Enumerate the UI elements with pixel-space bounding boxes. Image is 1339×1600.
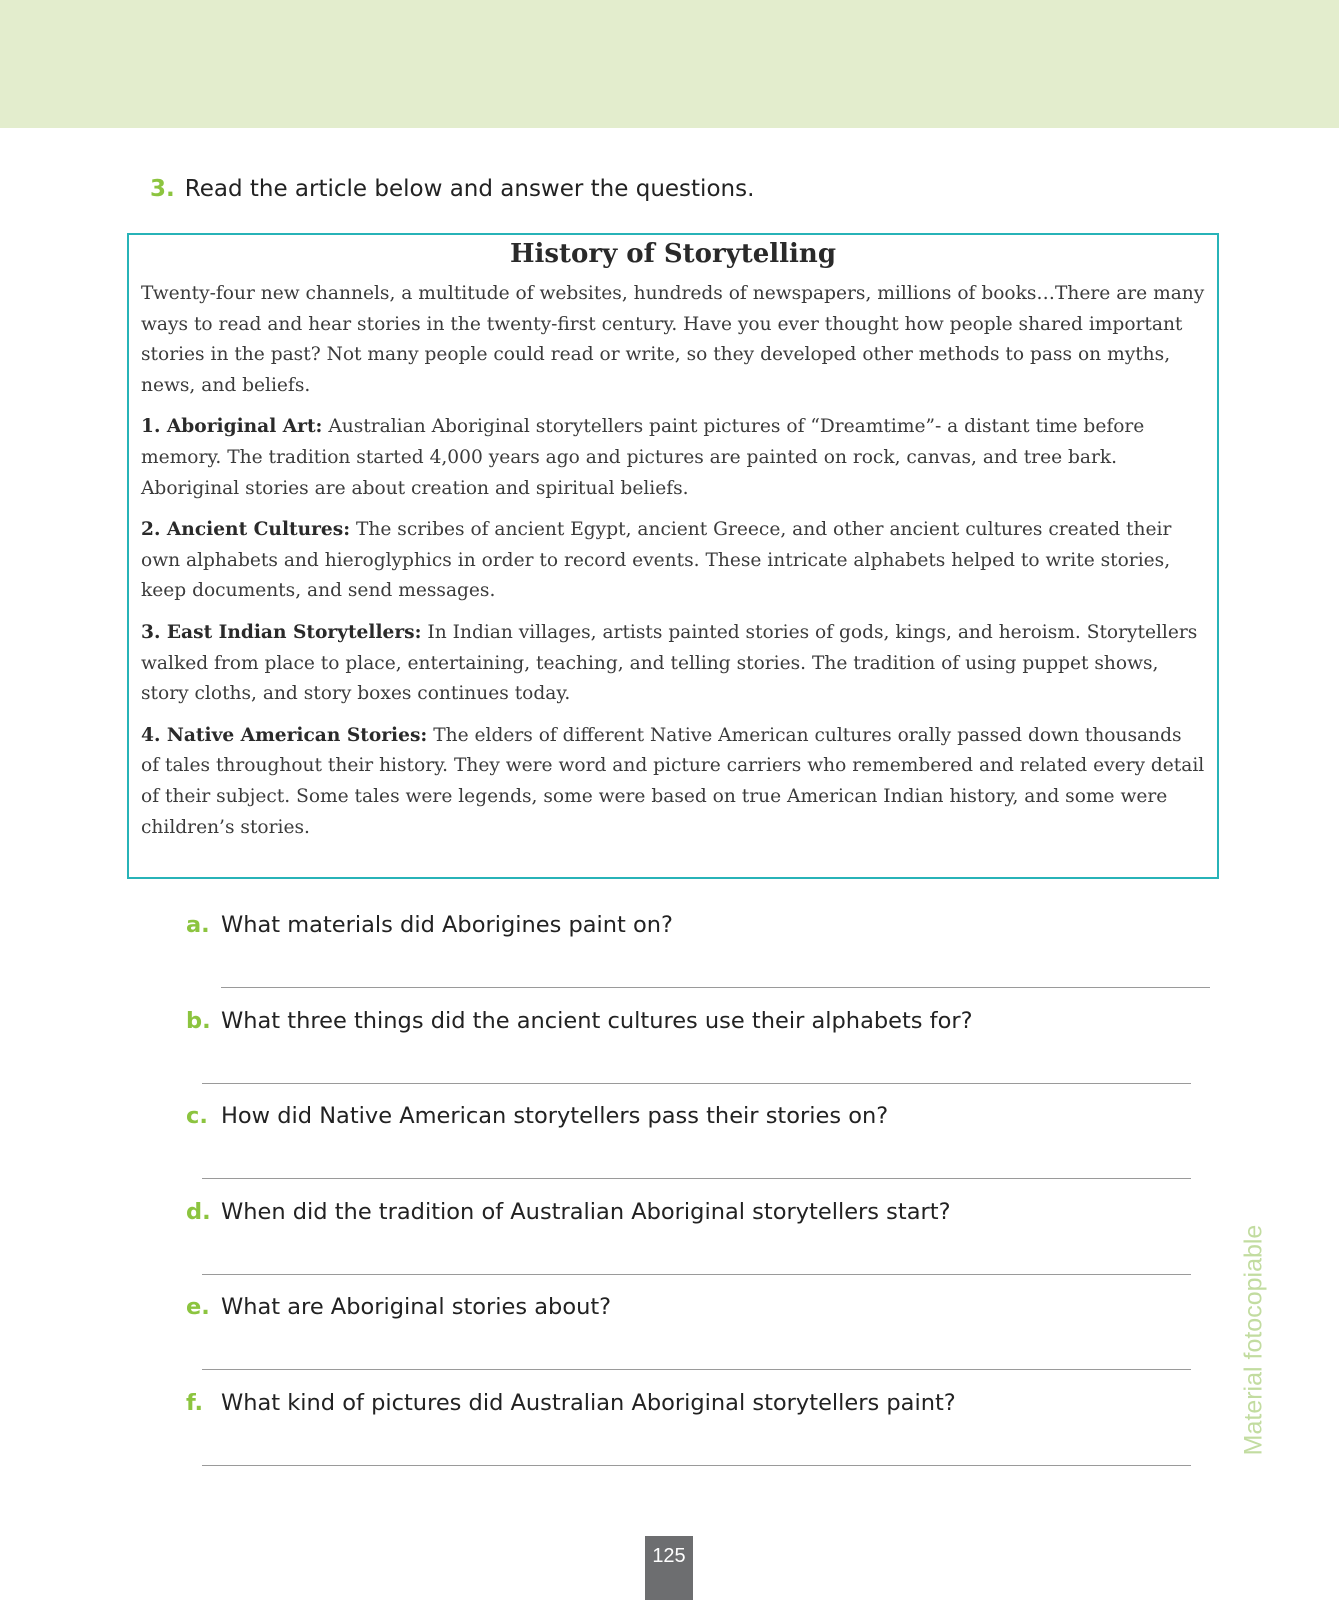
article-section xyxy=(141,412,1205,504)
question-e xyxy=(186,1294,611,1320)
question-letter: a. xyxy=(186,912,210,938)
section-heading: 4. Native American Stories: xyxy=(141,724,428,746)
exercise-number: 3. xyxy=(150,176,175,202)
article-intro: Twenty-four new channels, a multitude of websites, hundreds of newspapers, millions of books…There are many ways to read and hear stories in the twenty-first century. Have you ever thought how people shared important stories in the past? Not many people could read or write, so they developed other methods to pass on myths, news, and beliefs. xyxy=(141,283,1205,396)
section-text: The scribes of ancient Egypt, ancient Greece, and other ancient cultures created their own alphabets and hieroglyphics in order to record events. These intricate alphabets helped to write stories, keep documents, and send messages. xyxy=(141,519,1172,602)
article-section xyxy=(141,721,1205,843)
question-f xyxy=(186,1390,956,1416)
question-text: How did Native American storytellers pass their stories on? xyxy=(221,1103,889,1129)
question-b xyxy=(186,1008,973,1034)
section-heading: 3. East Indian Storytellers: xyxy=(141,621,422,643)
answer-line-b[interactable] xyxy=(202,1083,1191,1084)
instruction-text: Read the article below and answer the questions. xyxy=(184,176,755,202)
question-text: What kind of pictures did Australian Aboriginal storytellers paint? xyxy=(221,1390,956,1416)
section-text: Australian Aboriginal storytellers paint pictures of “Dreamtime”- a distant time before memory. The tradition started 4,000 years ago and pictures are painted on rock, canvas, and tree bark. Aboriginal stories are about creation and spiritual beliefs. xyxy=(141,416,1145,499)
question-letter: f. xyxy=(186,1390,204,1416)
header-band xyxy=(0,0,1339,128)
question-a xyxy=(186,912,673,938)
answer-line-d[interactable] xyxy=(202,1274,1191,1275)
section-heading: 2. Ancient Cultures: xyxy=(141,519,351,541)
question-c xyxy=(186,1103,888,1129)
answer-line-c[interactable] xyxy=(202,1178,1191,1179)
question-text: What materials did Aborigines paint on? xyxy=(221,912,673,938)
answer-line-e[interactable] xyxy=(202,1369,1191,1370)
section-heading: 1. Aboriginal Art: xyxy=(141,416,323,438)
article-box xyxy=(127,233,1219,879)
question-letter: b. xyxy=(186,1008,211,1034)
article-title: History of Storytelling xyxy=(509,239,837,269)
question-text: When did the tradition of Australian Aboriginal storytellers start? xyxy=(221,1199,951,1225)
section-text: The elders of different Native American cultures orally passed down thousands of tales throughout their history. They were word and picture carriers who remembered and related every detail of their subject. Some tales were legends, some were based on true American Indian history, and some were children’s stories. xyxy=(141,724,1205,838)
photocopiable-label: Material fotocopiable xyxy=(1239,1224,1268,1456)
question-text: What three things did the ancient cultures use their alphabets for? xyxy=(221,1008,973,1034)
question-letter: d. xyxy=(186,1199,211,1225)
question-d xyxy=(186,1199,951,1225)
question-letter: e. xyxy=(186,1294,210,1320)
page-number: 125 xyxy=(645,1536,693,1600)
exercise-instruction xyxy=(150,176,754,202)
answer-line-f[interactable] xyxy=(202,1465,1191,1466)
article-section xyxy=(141,618,1205,710)
answer-line-a[interactable] xyxy=(221,987,1210,988)
question-letter: c. xyxy=(186,1103,208,1129)
article-section xyxy=(141,515,1205,607)
section-text: In Indian villages, artists painted stories of gods, kings, and heroism. Storytellers walked from place to place, entertaining, teaching, and telling stories. The tradition of using puppet shows, story cloths, and story boxes continues today. xyxy=(141,621,1198,705)
question-text: What are Aboriginal stories about? xyxy=(221,1294,612,1320)
